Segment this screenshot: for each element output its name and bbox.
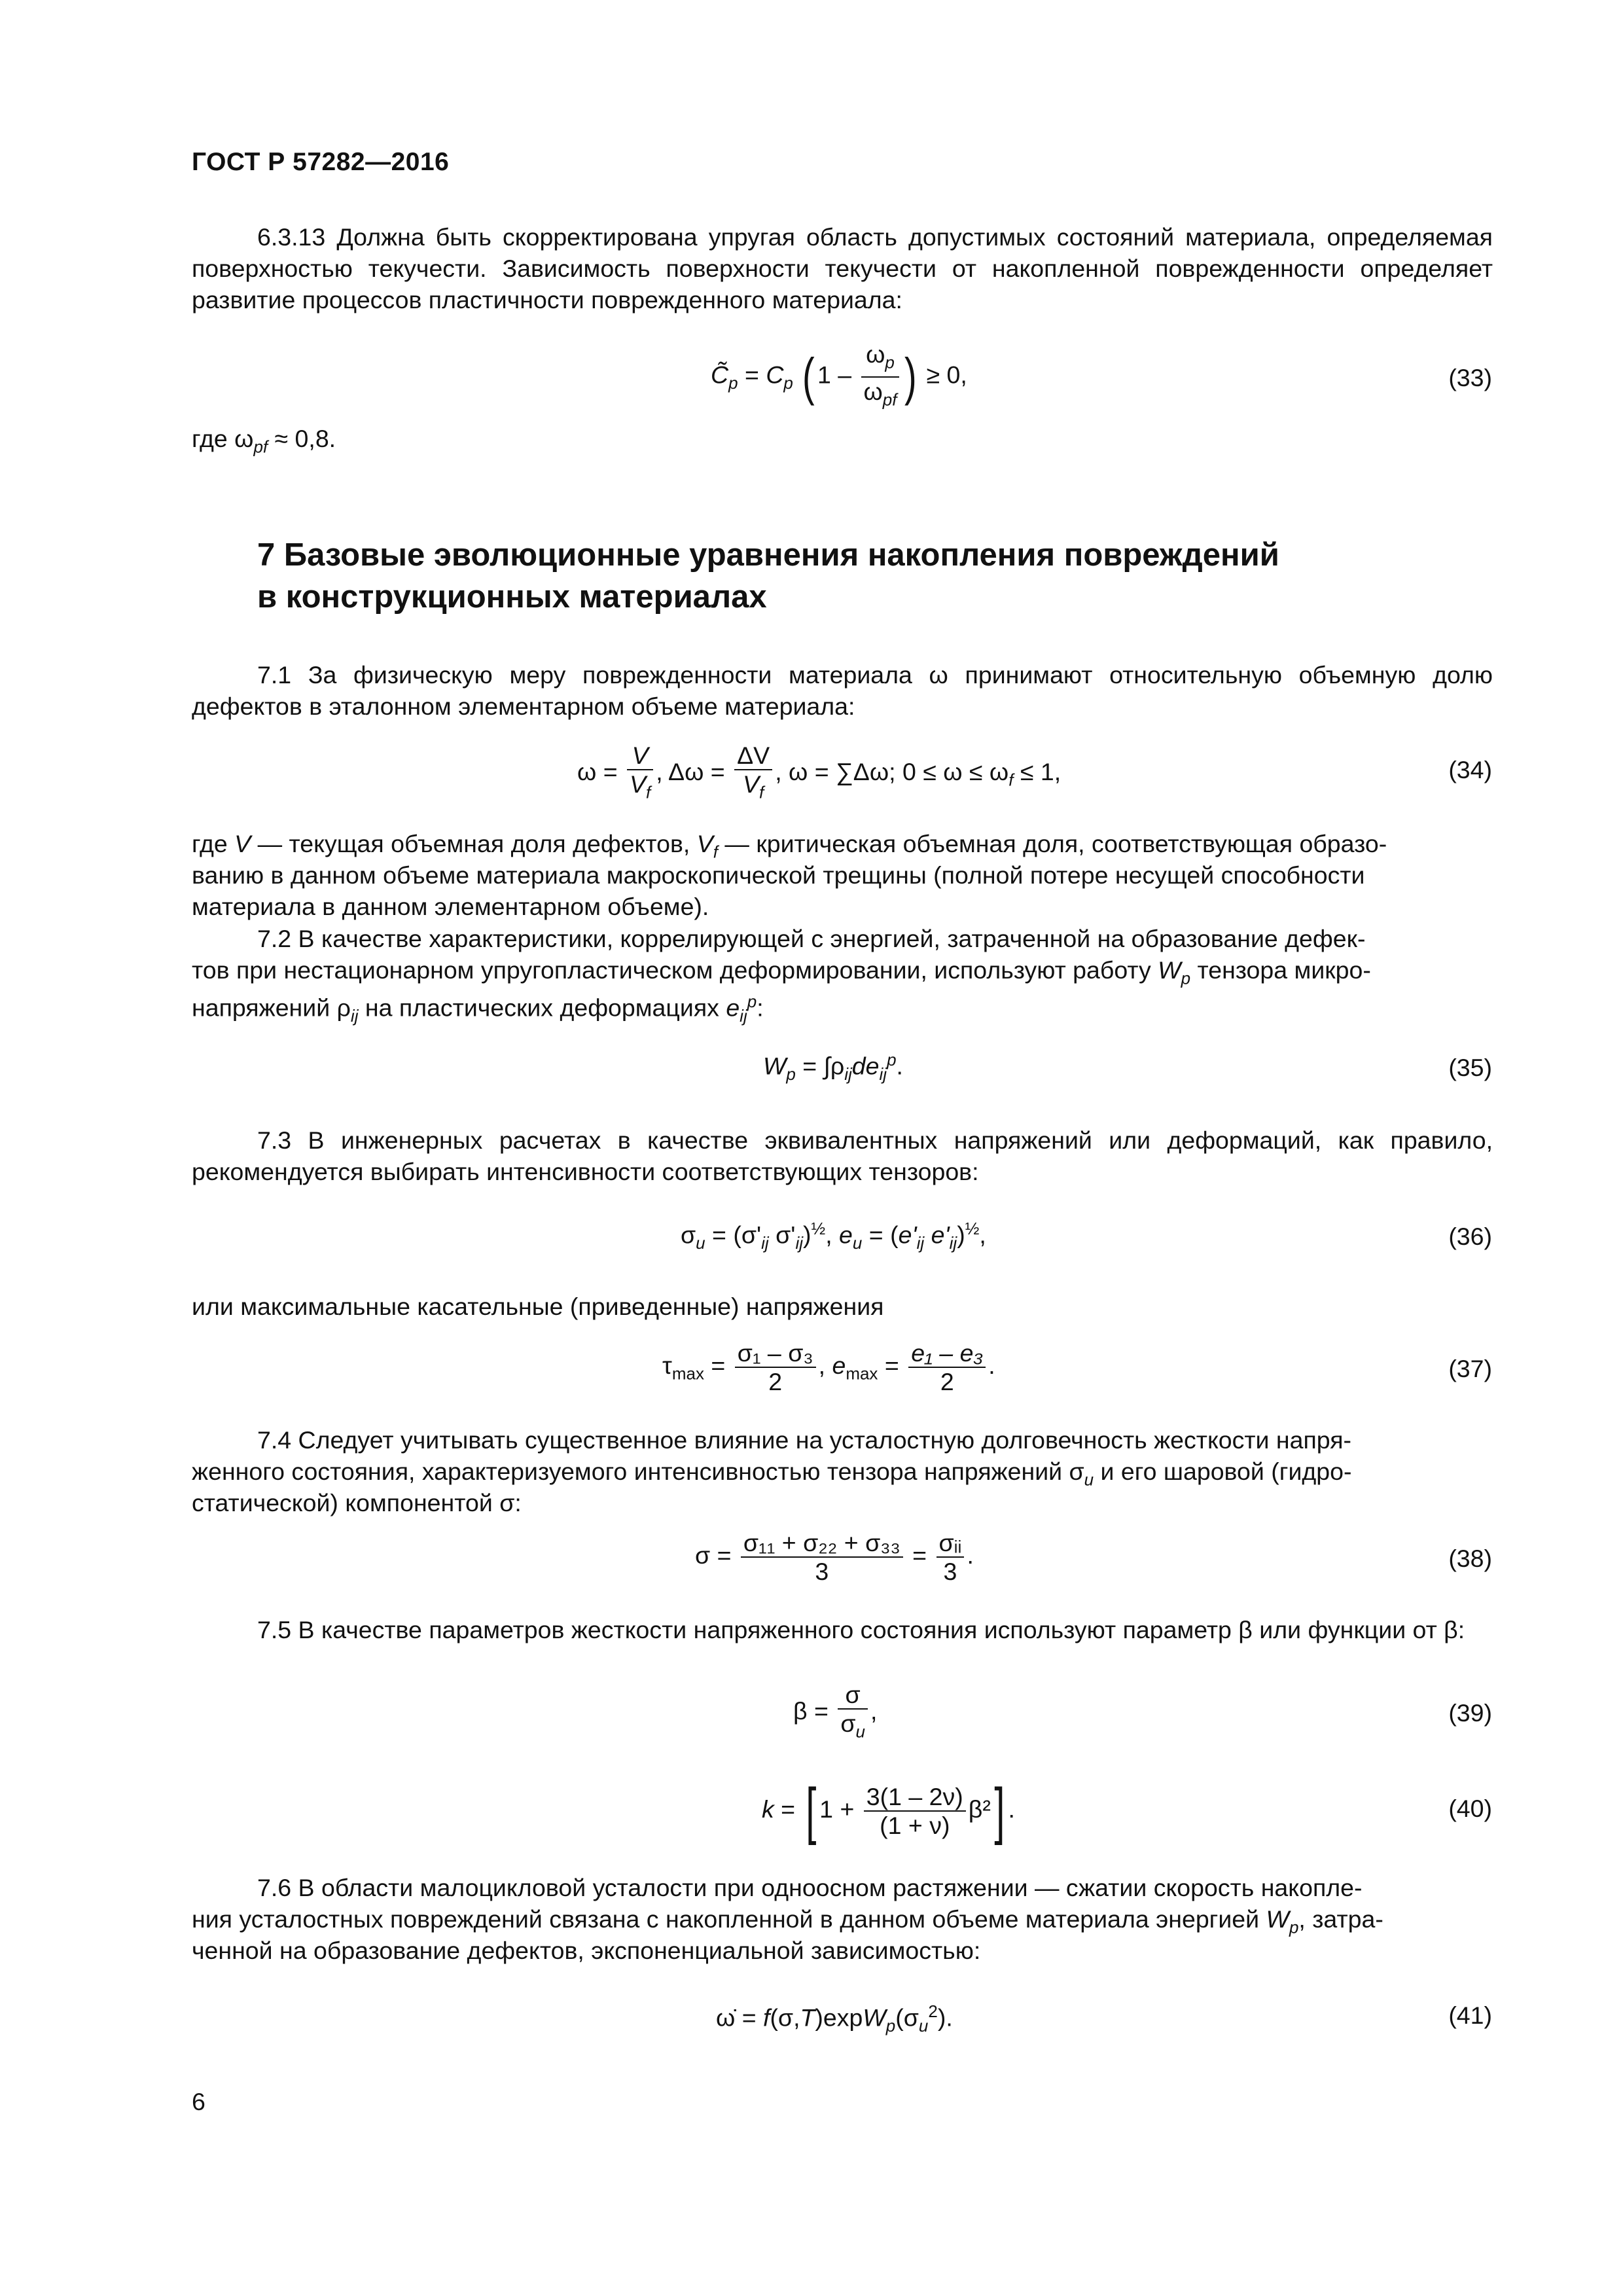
equation-number-37: (37) (1448, 1355, 1492, 1382)
paragraph-7-4-line3: статической) компонентой σ: (192, 1489, 522, 1516)
paragraph-7-2-line1: 7.2 В качестве характеристики, коррелирующей с энергией, затраченной на образование дефек- (257, 925, 1366, 952)
equation-number-39: (39) (1448, 1699, 1492, 1727)
paragraph-7-6-line1: 7.6 В области малоцикловой усталости при одноосном растяжении — сжатии скорость накопле- (257, 1874, 1363, 1901)
equation-number-36: (36) (1448, 1223, 1492, 1250)
equation-number-34: (34) (1448, 756, 1492, 783)
equation-number-38: (38) (1448, 1545, 1492, 1572)
paragraph-7-3: 7.3 В инженерных расчетах в качестве эквивалентных напряжений или деформаций, как правило, рекомендуется выбирать интенсивности соответствующих тензоров: (192, 1126, 1493, 1185)
paragraph-7-5: 7.5 В качестве параметров жесткости напряженного состояния используют параметр β или функции от β: (257, 1616, 1465, 1643)
equation-37: $\tau_{max}$ = $\frac{\text{σ₁ – σ₃}}{2}$ , $e_{max}$ = $\frac{\text{e₁ – e₃}}{2}$ . (662, 1339, 995, 1395)
equation-35: $W_p = \int\rho_{ij}de_{ij}^p$. (763, 1050, 903, 1084)
equation-number-35: (35) (1448, 1054, 1492, 1081)
page-number: 6 (192, 2088, 205, 2115)
equation-39: β = $\frac{\sigma}{\sigma_u}$ , (793, 1681, 878, 1742)
equation-41: ω̇ = $f(\sigma,T)\exp W_p(\sigma_u^2)$. (716, 2001, 953, 2036)
equation-36: $\sigma_u = (\sigma'_{ij}$ $\sigma'_{ij})^{\frac{1}{2}}$, $e_u = (e'_{ij}$ $e'_{ij})^{\frac{1}{2}}$, (681, 1219, 986, 1253)
where-clause-34-line3: материала в данном элементарном объеме). (192, 893, 709, 920)
equation-40: k = [ 1 + $\frac{3(1 - 2\nu)}{(1 + \nu)}$ β²] . (762, 1776, 1015, 1846)
paragraph-7-4-line2: женного состояния, характеризуемого интенсивностью тензора напряжений $\sigma_u$ и его шаровой (гидро- (192, 1458, 1352, 1490)
where-clause-33: где $\omega_{pf} \approx 0,8$. (192, 425, 336, 457)
section-7-heading: 7 Базовые эволюционные уравнения накопления повреждений в конструкционных материалах (257, 537, 1279, 615)
equation-34: ω = $\frac{V}{V_f}$ , Δω = $\frac{\Delta V}{V_f}$ , ω = ∑Δω; $0 \le \omega \le \omega_f \le 1$, (577, 742, 1061, 802)
equation-number-41: (41) (1448, 2001, 1492, 2029)
paragraph-7-2-line3: напряжений $\rho_{ij}$ на пластических деформациях $e_{ij}^p$: (192, 992, 764, 1026)
equation-number-40: (40) (1448, 1795, 1492, 1822)
paragraph-7-1: 7.1 За физическую меру поврежденности материала ω принимают относительную объемную долю дефектов в эталонном элементарном объеме материала: (192, 661, 1493, 720)
paragraph-7-2-line2: тов при нестационарном упругопластическом деформировании, используют работу $W_p$ тензора микро- (192, 956, 1371, 988)
equation-38: σ = $\frac{\text{σ₁₁ + σ₂₂ + σ₃₃}}{3}$ = $\frac{\text{σᵢᵢ}}{3}$ . (695, 1529, 974, 1585)
paragraph-7-6-line2: ния усталостных повреждений связана с накопленной в данном объеме материала энергией $W_p$, затра- (192, 1905, 1383, 1937)
where-clause-34-line2: ванию в данном объеме материала макроскопической трещины (полной потере несущей способности (192, 861, 1365, 889)
paragraph-7-3-continuation: или максимальные касательные (приведенные) напряжения (192, 1293, 884, 1320)
paragraph-7-4-line1: 7.4 Следует учитывать существенное влияние на усталостную долговечность жесткости напря- (257, 1426, 1352, 1454)
equation-number-33: (33) (1448, 364, 1492, 391)
equation-33: $C̃_p = C_p$ ( 1 – $\frac{\omega_p}{\omega_{pf}}$ ) ≥ 0, (711, 340, 967, 409)
paragraph-6-3-13: 6.3.13 Должна быть скорректирована упругая область допустимых состояний материала, определяемая поверхностью текучести. Зависимость поверхности текучести от накопленной поврежденности определяет развитие процессов пластичности поврежденного материала: (192, 223, 1493, 314)
where-clause-34-line1: где V — текущая объемная доля дефектов, $V_f$ — критическая объемная доля, соответствующая образо- (192, 830, 1387, 862)
document-header: ГОСТ Р 57282—2016 (192, 148, 450, 176)
paragraph-7-6-line3: ченной на образование дефектов, экспоненциальной зависимостью: (192, 1937, 981, 1964)
